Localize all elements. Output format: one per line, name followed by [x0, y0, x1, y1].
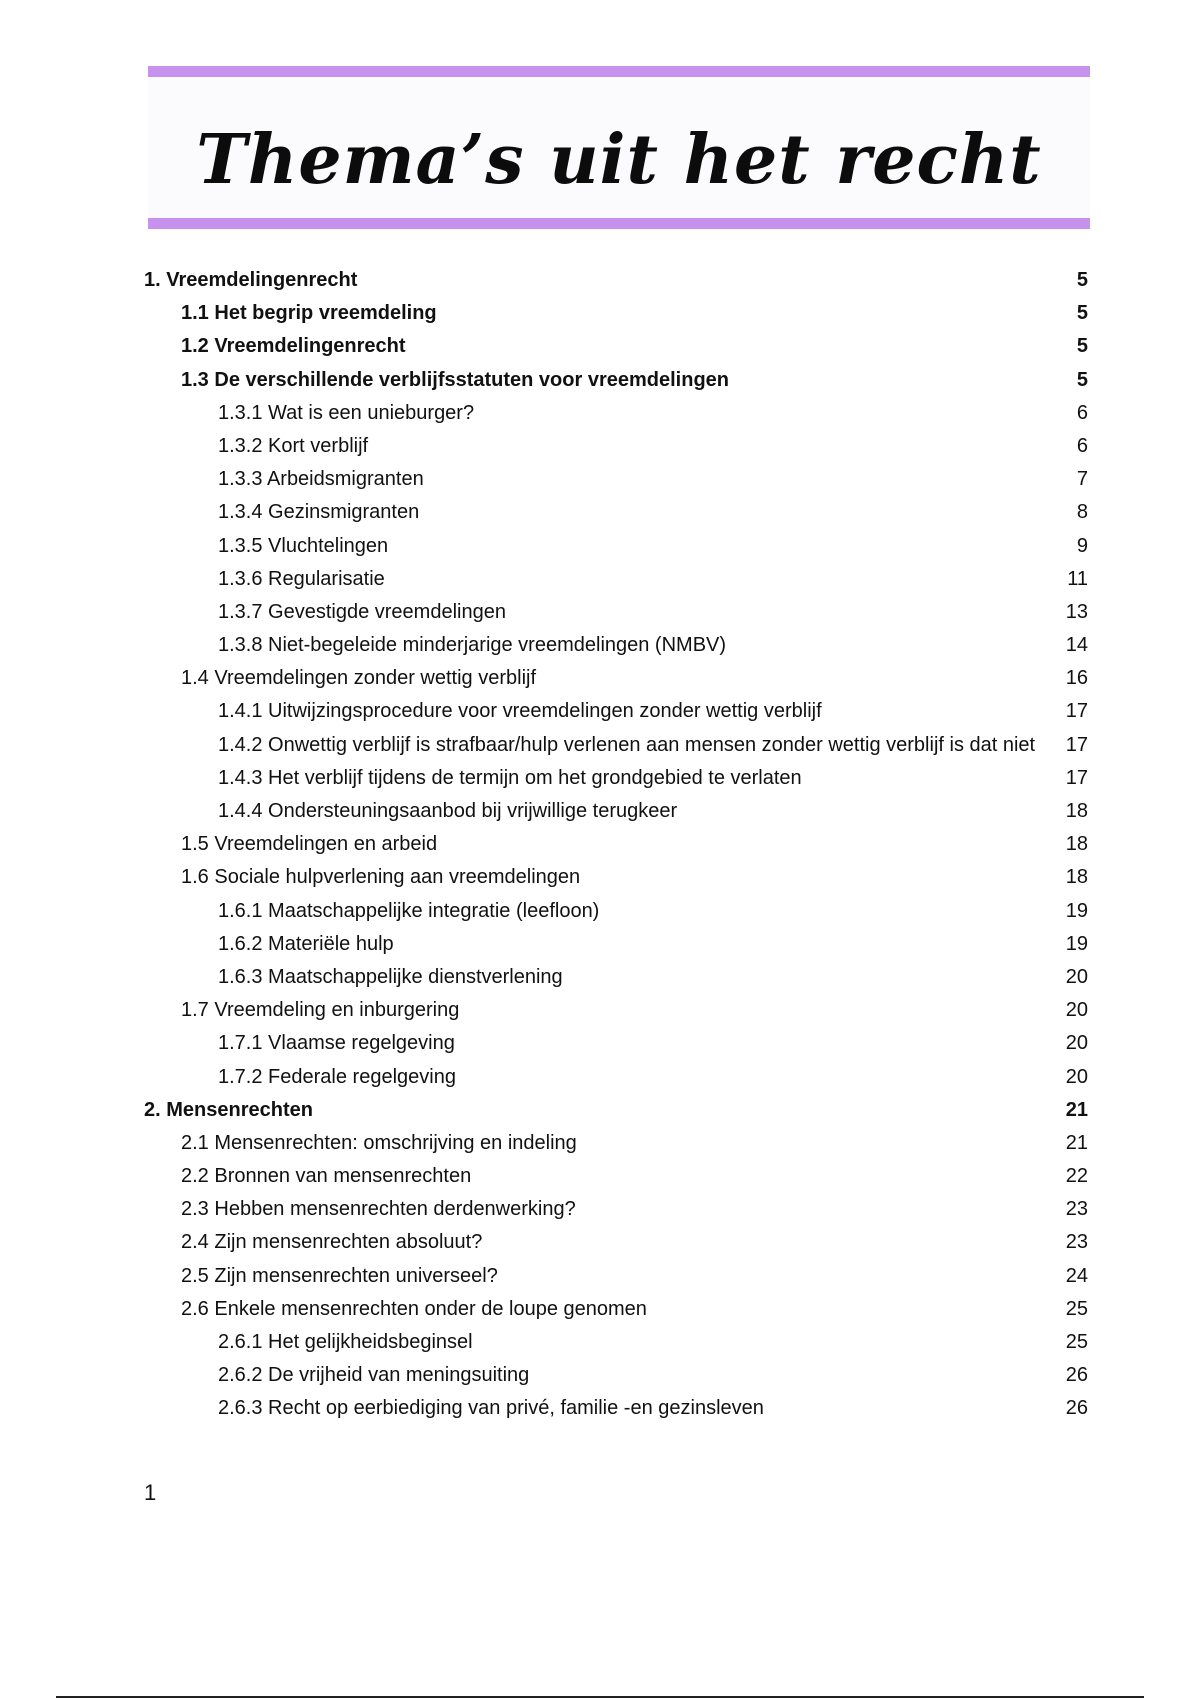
title-top-bar — [148, 66, 1090, 77]
toc-entry-label — [181, 297, 437, 330]
toc-entry-text: Materiële hulp — [268, 932, 394, 955]
toc-entry-page: 8 — [1076, 501, 1088, 524]
toc-entry-label — [218, 961, 563, 994]
toc-entry-text: Mensenrechten — [166, 1098, 313, 1121]
toc-entry-page: 20 — [1065, 1065, 1088, 1088]
toc-entry-number: 1. — [144, 269, 161, 291]
toc-entry-page: 21 — [1065, 1098, 1088, 1121]
toc-entry-label — [181, 1293, 647, 1326]
toc-entry-page: 18 — [1065, 833, 1088, 856]
toc-entry-label — [181, 1260, 498, 1293]
document-title: Thema’s uit het recht — [196, 120, 1042, 200]
toc-entry-label — [218, 1061, 456, 1094]
toc-entry-number: 2.1 — [181, 1131, 209, 1154]
toc-entry-label — [181, 1193, 576, 1226]
toc-entry-number: 1.4.2 — [218, 733, 263, 756]
toc-entry-number: 2.6.1 — [218, 1331, 263, 1353]
toc-entry[interactable] — [144, 563, 1088, 596]
toc-entry-label — [218, 895, 599, 928]
toc-entry-label — [144, 264, 357, 297]
toc-entry-text: Het verblijf tijdens de termijn om het grondgebied te verlaten — [268, 766, 802, 789]
toc-entry-label — [181, 662, 536, 695]
toc-entry[interactable] — [144, 762, 1088, 795]
toc-entry-number: 1.5 — [181, 833, 209, 856]
toc-entry-label — [218, 1359, 529, 1392]
toc-entry-label — [218, 762, 802, 795]
toc-entry[interactable] — [144, 430, 1088, 463]
toc-entry-text: Niet-begeleide minderjarige vreemdelingen (NMBV) — [268, 634, 727, 657]
toc-entry-label — [181, 1127, 577, 1160]
toc-entry-page: 26 — [1065, 1397, 1088, 1420]
toc-entry-number: 1.4.4 — [218, 800, 263, 822]
toc-entry-text: Gevestigde vreemdelingen — [268, 600, 506, 623]
toc-entry[interactable] — [144, 596, 1088, 629]
toc-entry[interactable] — [144, 1226, 1088, 1259]
toc-entry[interactable] — [144, 662, 1088, 695]
toc-entry-text: Uitwijzingsprocedure voor vreemdelingen zonder wettig verblijf — [268, 700, 822, 723]
toc-entry-number: 1.1 — [181, 302, 209, 325]
toc-entry-label — [218, 563, 385, 596]
toc-entry-label — [181, 364, 729, 397]
toc-entry-page: 21 — [1065, 1131, 1088, 1154]
toc-entry-text: Het begrip vreemdeling — [214, 302, 437, 325]
toc-entry[interactable] — [144, 861, 1088, 894]
toc-entry-page: 9 — [1076, 534, 1088, 557]
toc-entry-number: 2.3 — [181, 1198, 209, 1221]
toc-entry-page: 6 — [1076, 434, 1088, 457]
toc-entry-number: 1.3.6 — [218, 567, 263, 590]
toc-entry-label — [181, 994, 459, 1027]
toc-entry[interactable] — [144, 330, 1088, 363]
toc-entry-number: 1.6.1 — [218, 899, 263, 922]
toc-entry[interactable] — [144, 264, 1088, 297]
toc-entry-page: 25 — [1065, 1331, 1088, 1353]
toc-entry-label — [218, 629, 726, 662]
title-bottom-bar — [148, 218, 1090, 229]
toc-entry[interactable] — [144, 530, 1088, 563]
toc-entry-text: Vluchtelingen — [268, 534, 389, 557]
toc-entry-number: 2.6.2 — [218, 1364, 263, 1387]
toc-entry-number: 1.7.2 — [218, 1065, 263, 1088]
toc-entry-text: Kort verblijf — [268, 434, 369, 457]
toc-entry-text: Gezinsmigranten — [268, 501, 420, 524]
toc-entry-page: 14 — [1065, 634, 1088, 657]
toc-entry-label — [181, 861, 580, 894]
toc-entry-text: Vreemdelingen en arbeid — [214, 833, 438, 856]
toc-entry-page: 7 — [1076, 468, 1088, 491]
toc-entry-text: Maatschappelijke integratie (leefloon) — [268, 899, 600, 922]
toc-entry-page: 17 — [1065, 733, 1088, 756]
toc-entry[interactable] — [144, 1193, 1088, 1226]
toc-entry[interactable] — [144, 828, 1088, 861]
toc-entry-number: 1.7 — [181, 999, 209, 1022]
toc-entry[interactable] — [144, 1260, 1088, 1293]
toc-entry-text: Regularisatie — [268, 567, 385, 590]
toc-entry-text: Vreemdelingen zonder wettig verblijf — [214, 667, 537, 690]
table-of-contents — [144, 264, 1088, 1426]
toc-entry-number: 1.7.1 — [218, 1032, 263, 1055]
toc-entry-page: 5 — [1076, 302, 1088, 325]
toc-entry-label — [218, 695, 822, 728]
toc-entry[interactable] — [144, 994, 1088, 1027]
bottom-rule — [56, 1696, 1144, 1698]
toc-entry-text: Sociale hulpverlening aan vreemdelingen — [214, 866, 581, 889]
toc-entry-label — [218, 496, 419, 529]
toc-entry-number: 2.6 — [181, 1297, 209, 1320]
toc-entry-label — [218, 729, 1035, 762]
toc-entry-page: 22 — [1065, 1165, 1088, 1188]
toc-entry-page: 18 — [1065, 866, 1088, 889]
toc-entry-text: De verschillende verblijfsstatuten voor vreemdelingen — [214, 368, 729, 391]
toc-entry-page: 19 — [1065, 899, 1088, 922]
toc-entry[interactable] — [144, 895, 1088, 928]
toc-entry-number: 1.4.1 — [218, 700, 263, 723]
toc-entry-label — [218, 463, 424, 496]
toc-entry[interactable] — [144, 1061, 1088, 1094]
toc-entry-text: Hebben mensenrechten derdenwerking? — [214, 1198, 576, 1221]
toc-entry-page: 5 — [1076, 269, 1088, 291]
toc-entry-number: 1.6.2 — [218, 932, 263, 955]
toc-entry[interactable] — [144, 496, 1088, 529]
toc-entry-page: 17 — [1065, 700, 1088, 723]
toc-entry-label — [181, 1160, 471, 1193]
toc-entry-number: 1.6.3 — [218, 965, 263, 988]
toc-entry-page: 26 — [1065, 1364, 1088, 1387]
toc-entry-text: Recht op eerbiediging van privé, familie -en gezinsleven — [268, 1397, 764, 1420]
toc-entry-text: Bronnen van mensenrechten — [214, 1165, 472, 1188]
toc-entry-page: 16 — [1065, 667, 1088, 690]
toc-entry[interactable] — [144, 463, 1088, 496]
toc-entry-text: Vreemdeling en inburgering — [214, 999, 460, 1022]
toc-entry-number: 1.4.3 — [218, 766, 263, 789]
toc-entry-page: 23 — [1065, 1198, 1088, 1221]
toc-entry-page: 17 — [1065, 766, 1088, 789]
toc-entry-page: 20 — [1065, 965, 1088, 988]
toc-entry-page: 25 — [1065, 1297, 1088, 1320]
toc-entry[interactable] — [144, 1094, 1088, 1127]
toc-entry-page: 19 — [1065, 932, 1088, 955]
toc-entry-text: Wat is een unieburger? — [268, 401, 475, 424]
toc-entry[interactable] — [144, 695, 1088, 728]
toc-entry-text: Maatschappelijke dienstverlening — [268, 965, 563, 988]
toc-entry-number: 1.3.7 — [218, 600, 263, 623]
toc-entry-page: 24 — [1065, 1264, 1088, 1287]
toc-entry[interactable] — [144, 1027, 1088, 1060]
toc-entry-number: 2.4 — [181, 1231, 209, 1254]
toc-entry-number: 1.3.4 — [218, 501, 263, 524]
toc-entry[interactable] — [144, 1160, 1088, 1193]
toc-entry-page: 5 — [1076, 335, 1088, 358]
toc-entry[interactable] — [144, 795, 1088, 828]
toc-entry-label — [181, 828, 437, 861]
toc-entry-number: 1.3.5 — [218, 534, 263, 557]
toc-entry-page: 23 — [1065, 1231, 1088, 1254]
toc-entry-label — [144, 1094, 313, 1127]
toc-entry[interactable] — [144, 1392, 1088, 1425]
toc-entry-number: 1.3.1 — [218, 401, 263, 424]
toc-entry-page: 13 — [1065, 600, 1088, 623]
toc-entry-number: 1.3.3 — [218, 468, 263, 491]
toc-entry-text: Zijn mensenrechten universeel? — [214, 1264, 498, 1287]
toc-entry[interactable] — [144, 961, 1088, 994]
toc-entry-number: 1.3.8 — [218, 634, 263, 657]
toc-entry-number: 2.2 — [181, 1165, 209, 1188]
toc-entry-text: Ondersteuningsaanbod bij vrijwillige terugkeer — [268, 800, 678, 822]
toc-entry-page: 11 — [1067, 567, 1088, 590]
toc-entry[interactable] — [144, 364, 1088, 397]
toc-entry-page: 20 — [1065, 999, 1088, 1022]
toc-entry-page: 6 — [1076, 401, 1088, 424]
toc-entry-page: 18 — [1065, 800, 1088, 822]
toc-entry-label — [218, 596, 506, 629]
toc-entry[interactable] — [144, 1326, 1088, 1359]
toc-entry-label — [218, 397, 474, 430]
toc-entry-label — [218, 430, 368, 463]
toc-entry-number: 1.2 — [181, 335, 209, 358]
toc-entry[interactable] — [144, 397, 1088, 430]
toc-entry-text: Arbeidsmigranten — [266, 468, 424, 491]
toc-entry-text: Mensenrechten: omschrijving en indeling — [214, 1131, 577, 1154]
toc-entry[interactable] — [144, 629, 1088, 662]
toc-entry-label — [218, 928, 394, 961]
toc-entry-number: 1.6 — [181, 866, 209, 889]
toc-entry-label — [218, 530, 388, 563]
toc-entry-text: Het gelijkheidsbeginsel — [268, 1331, 473, 1353]
toc-entry[interactable] — [144, 1127, 1088, 1160]
toc-entry-text: Vlaamse regelgeving — [268, 1032, 455, 1055]
toc-entry-label — [218, 795, 677, 828]
toc-entry-label — [181, 330, 406, 363]
toc-entry-label — [218, 1326, 473, 1359]
toc-entry-number: 2.5 — [181, 1264, 209, 1287]
toc-entry[interactable] — [144, 928, 1088, 961]
toc-entry-label — [218, 1392, 764, 1425]
toc-entry-text: Enkele mensenrechten onder de loupe genomen — [214, 1297, 647, 1320]
toc-entry-label — [218, 1027, 455, 1060]
page-number: 1 — [144, 1480, 157, 1505]
toc-entry[interactable] — [144, 1359, 1088, 1392]
toc-entry-text: De vrijheid van meningsuiting — [268, 1364, 530, 1387]
toc-entry-number: 1.3.2 — [218, 434, 263, 457]
toc-entry-number: 2. — [144, 1098, 161, 1121]
toc-entry-page: 20 — [1065, 1032, 1088, 1055]
toc-entry[interactable] — [144, 297, 1088, 330]
toc-entry-text: Onwettig verblijf is strafbaar/hulp verlenen aan mensen zonder wettig verblijf is dat niet — [268, 733, 1036, 756]
toc-entry-number: 1.4 — [181, 667, 209, 690]
toc-entry-text: Vreemdelingenrecht — [166, 269, 358, 291]
toc-entry[interactable] — [144, 729, 1088, 762]
toc-entry-number: 2.6.3 — [218, 1397, 263, 1420]
toc-entry-label — [181, 1226, 482, 1259]
toc-entry[interactable] — [144, 1293, 1088, 1326]
toc-entry-text: Federale regelgeving — [268, 1065, 456, 1088]
toc-entry-number: 1.3 — [181, 368, 209, 391]
toc-entry-page: 5 — [1076, 368, 1088, 391]
toc-entry-text: Vreemdelingenrecht — [214, 335, 406, 358]
toc-entry-text: Zijn mensenrechten absoluut? — [214, 1231, 483, 1254]
